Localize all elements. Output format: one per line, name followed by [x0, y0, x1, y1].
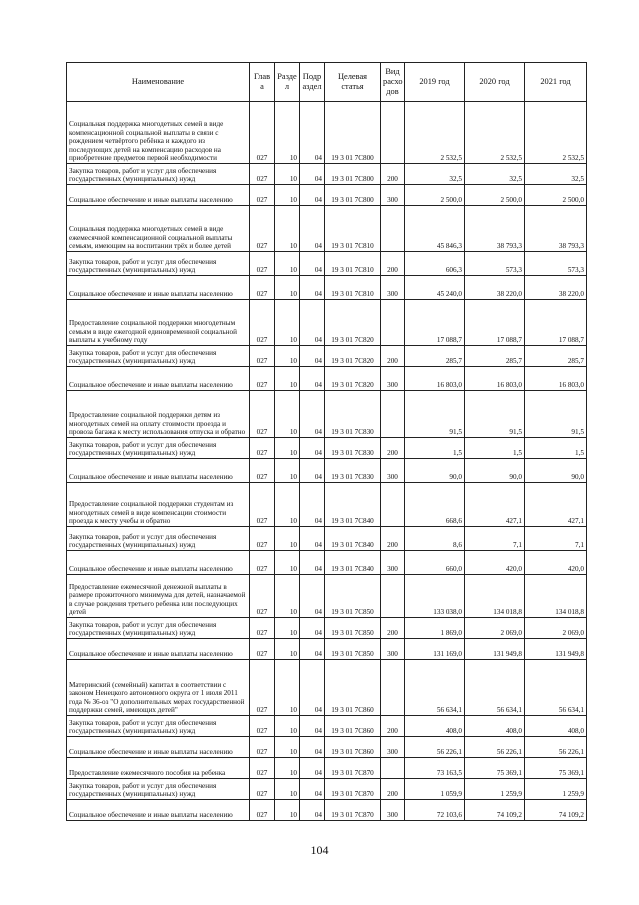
- budget-table: [66, 62, 587, 821]
- row-expense-type: 300: [381, 459, 405, 483]
- row-value-2020: 2 532,5: [465, 102, 525, 164]
- table-row: [67, 206, 587, 252]
- table-row: [67, 483, 587, 527]
- row-target-article: 19 3 01 7С840: [325, 551, 381, 575]
- row-value-2021: 2 532,5: [525, 102, 587, 164]
- row-razdel: 10: [275, 483, 300, 527]
- row-value-2019: 32,5: [405, 164, 465, 185]
- row-expense-type: 300: [381, 639, 405, 660]
- row-value-2021: 38 220,0: [525, 276, 587, 300]
- row-value-2019: 17 088,7: [405, 300, 465, 346]
- row-glav: 027: [250, 164, 275, 185]
- table-body: [67, 102, 587, 821]
- row-glav: 027: [250, 551, 275, 575]
- row-razdel: 10: [275, 438, 300, 459]
- row-value-2019: 2 500,0: [405, 185, 465, 206]
- row-value-2020: 2 500,0: [465, 185, 525, 206]
- row-value-2021: 420,0: [525, 551, 587, 575]
- row-value-2020: 56 226,1: [465, 737, 525, 758]
- row-value-2020: 32,5: [465, 164, 525, 185]
- row-razdel: 10: [275, 618, 300, 639]
- row-glav: 027: [250, 758, 275, 779]
- row-target-article: 19 3 01 7С830: [325, 391, 381, 438]
- row-podr: 04: [300, 575, 325, 618]
- table-row: [67, 779, 587, 800]
- row-expense-type: [381, 483, 405, 527]
- table-header-row: [67, 63, 587, 102]
- row-name: Закупка товаров, работ и услуг для обеспечения государственных (муниципальных) нужд: [67, 252, 250, 276]
- row-value-2020: 1 259,9: [465, 779, 525, 800]
- row-podr: 04: [300, 206, 325, 252]
- row-razdel: 10: [275, 459, 300, 483]
- row-razdel: 10: [275, 300, 300, 346]
- table-row: [67, 575, 587, 618]
- row-podr: 04: [300, 164, 325, 185]
- row-podr: 04: [300, 527, 325, 551]
- row-name: Социальная поддержка многодетных семей в виде ежемесячной компенсационной социальной выплаты семьям, имеющим на воспитании трёх и более детей: [67, 206, 250, 252]
- row-value-2021: 1,5: [525, 438, 587, 459]
- row-glav: 027: [250, 575, 275, 618]
- row-value-2020: 408,0: [465, 716, 525, 737]
- row-expense-type: 300: [381, 367, 405, 391]
- table-row: [67, 737, 587, 758]
- row-value-2021: 134 018,8: [525, 575, 587, 618]
- row-podr: 04: [300, 618, 325, 639]
- row-target-article: 19 3 01 7С870: [325, 800, 381, 821]
- row-razdel: 10: [275, 800, 300, 821]
- table-row: [67, 660, 587, 716]
- row-name: Социальное обеспечение и иные выплаты населению: [67, 737, 250, 758]
- row-expense-type: 300: [381, 276, 405, 300]
- row-value-2021: 74 109,2: [525, 800, 587, 821]
- row-glav: 027: [250, 367, 275, 391]
- row-razdel: 10: [275, 276, 300, 300]
- row-target-article: 19 3 01 7С820: [325, 367, 381, 391]
- row-podr: 04: [300, 800, 325, 821]
- row-expense-type: [381, 391, 405, 438]
- row-value-2021: 56 226,1: [525, 737, 587, 758]
- row-value-2019: 660,0: [405, 551, 465, 575]
- row-value-2019: 45 846,3: [405, 206, 465, 252]
- row-value-2020: 2 069,0: [465, 618, 525, 639]
- row-podr: 04: [300, 639, 325, 660]
- header-cel: Целевая статья: [325, 63, 381, 102]
- row-expense-type: 200: [381, 252, 405, 276]
- row-podr: 04: [300, 252, 325, 276]
- row-razdel: 10: [275, 164, 300, 185]
- row-glav: 027: [250, 639, 275, 660]
- row-podr: 04: [300, 438, 325, 459]
- row-value-2019: 1 869,0: [405, 618, 465, 639]
- row-value-2021: 90,0: [525, 459, 587, 483]
- row-glav: 027: [250, 618, 275, 639]
- table-row: [67, 716, 587, 737]
- header-vid: Вид расхо дов: [381, 63, 405, 102]
- table-row: [67, 758, 587, 779]
- row-target-article: 19 3 01 7С860: [325, 737, 381, 758]
- table-row: [67, 459, 587, 483]
- row-value-2021: 16 803,0: [525, 367, 587, 391]
- row-value-2021: 7,1: [525, 527, 587, 551]
- header-2020: 2020 год: [465, 63, 525, 102]
- row-name: Закупка товаров, работ и услуг для обеспечения государственных (муниципальных) нужд: [67, 438, 250, 459]
- row-name: Предоставление социальной поддержки многодетным семьям в виде ежегодной единовременной социальной выплаты к учебному году: [67, 300, 250, 346]
- row-glav: 027: [250, 346, 275, 367]
- row-value-2020: 91,5: [465, 391, 525, 438]
- row-name: Закупка товаров, работ и услуг для обеспечения государственных (муниципальных) нужд: [67, 527, 250, 551]
- row-value-2019: 668,6: [405, 483, 465, 527]
- row-name: Предоставление социальной поддержки студентам из многодетных семей в виде компенсации стоимости проезда к месту учебы и обратно: [67, 483, 250, 527]
- header-name: Наименование: [67, 63, 250, 102]
- row-target-article: 19 3 01 7С840: [325, 483, 381, 527]
- row-target-article: 19 3 01 7С820: [325, 346, 381, 367]
- row-target-article: 19 3 01 7С860: [325, 660, 381, 716]
- row-name: Социальная поддержка многодетных семей в виде компенсационной социальной выплаты в связи с рождением четвёртого ребёнка и каждого из последующих детей на компенсацию расходов на приобретение предметов первой необходимости: [67, 102, 250, 164]
- row-podr: 04: [300, 276, 325, 300]
- row-target-article: 19 3 01 7С860: [325, 716, 381, 737]
- row-value-2019: 285,7: [405, 346, 465, 367]
- row-razdel: 10: [275, 737, 300, 758]
- table-row: [67, 618, 587, 639]
- row-razdel: 10: [275, 527, 300, 551]
- row-value-2021: 2 500,0: [525, 185, 587, 206]
- row-glav: 027: [250, 276, 275, 300]
- table-row: [67, 252, 587, 276]
- row-expense-type: 200: [381, 438, 405, 459]
- row-target-article: 19 3 01 7С870: [325, 779, 381, 800]
- row-name: Закупка товаров, работ и услуг для обеспечения государственных (муниципальных) нужд: [67, 346, 250, 367]
- row-expense-type: [381, 758, 405, 779]
- row-value-2019: 133 038,0: [405, 575, 465, 618]
- row-value-2021: 2 069,0: [525, 618, 587, 639]
- row-target-article: 19 3 01 7С800: [325, 102, 381, 164]
- row-value-2021: 573,3: [525, 252, 587, 276]
- row-razdel: 10: [275, 102, 300, 164]
- row-expense-type: 200: [381, 779, 405, 800]
- table-row: [67, 300, 587, 346]
- row-name: Закупка товаров, работ и услуг для обеспечения государственных (муниципальных) нужд: [67, 164, 250, 185]
- row-value-2021: 32,5: [525, 164, 587, 185]
- row-value-2019: 606,3: [405, 252, 465, 276]
- row-razdel: 10: [275, 758, 300, 779]
- row-value-2020: 74 109,2: [465, 800, 525, 821]
- row-value-2019: 91,5: [405, 391, 465, 438]
- row-target-article: 19 3 01 7С850: [325, 618, 381, 639]
- row-value-2021: 17 088,7: [525, 300, 587, 346]
- row-value-2019: 45 240,0: [405, 276, 465, 300]
- row-glav: 027: [250, 483, 275, 527]
- row-razdel: 10: [275, 391, 300, 438]
- header-razdel: Разде л: [275, 63, 300, 102]
- row-podr: 04: [300, 459, 325, 483]
- row-glav: 027: [250, 800, 275, 821]
- row-name: Социальное обеспечение и иные выплаты населению: [67, 459, 250, 483]
- row-razdel: 10: [275, 206, 300, 252]
- row-razdel: 10: [275, 346, 300, 367]
- row-razdel: 10: [275, 185, 300, 206]
- row-name: Материнский (семейный) капитал в соответствии с законом Ненецкого автономного округа от 1 июля 2011 года № 36-оз "О дополнительных мерах государственной поддержки семей, имеющих детей": [67, 660, 250, 716]
- row-glav: 027: [250, 660, 275, 716]
- table-row: [67, 276, 587, 300]
- row-target-article: 19 3 01 7С800: [325, 185, 381, 206]
- row-podr: 04: [300, 551, 325, 575]
- row-target-article: 19 3 01 7С870: [325, 758, 381, 779]
- row-razdel: 10: [275, 252, 300, 276]
- row-expense-type: 200: [381, 164, 405, 185]
- row-expense-type: 200: [381, 618, 405, 639]
- row-expense-type: 300: [381, 737, 405, 758]
- row-value-2019: 73 163,5: [405, 758, 465, 779]
- row-expense-type: 200: [381, 716, 405, 737]
- row-target-article: 19 3 01 7С810: [325, 206, 381, 252]
- table-row: [67, 527, 587, 551]
- table-row: [67, 438, 587, 459]
- row-value-2021: 1 259,9: [525, 779, 587, 800]
- row-glav: 027: [250, 716, 275, 737]
- row-value-2019: 56 634,1: [405, 660, 465, 716]
- row-value-2019: 131 169,0: [405, 639, 465, 660]
- table-row: [67, 639, 587, 660]
- row-expense-type: 300: [381, 551, 405, 575]
- row-podr: 04: [300, 737, 325, 758]
- row-target-article: 19 3 01 7С810: [325, 276, 381, 300]
- row-glav: 027: [250, 459, 275, 483]
- row-podr: 04: [300, 367, 325, 391]
- row-podr: 04: [300, 660, 325, 716]
- row-value-2019: 2 532,5: [405, 102, 465, 164]
- row-value-2019: 1,5: [405, 438, 465, 459]
- row-value-2019: 408,0: [405, 716, 465, 737]
- page-number: 104: [310, 843, 329, 857]
- row-value-2020: 1,5: [465, 438, 525, 459]
- row-value-2021: 131 949,8: [525, 639, 587, 660]
- row-razdel: 10: [275, 779, 300, 800]
- row-value-2021: 56 634,1: [525, 660, 587, 716]
- row-expense-type: 200: [381, 346, 405, 367]
- row-value-2021: 91,5: [525, 391, 587, 438]
- row-expense-type: 300: [381, 185, 405, 206]
- row-target-article: 19 3 01 7С800: [325, 164, 381, 185]
- row-expense-type: [381, 575, 405, 618]
- table-row: [67, 551, 587, 575]
- row-name: Социальное обеспечение и иные выплаты населению: [67, 551, 250, 575]
- row-target-article: 19 3 01 7С830: [325, 459, 381, 483]
- row-glav: 027: [250, 102, 275, 164]
- table-row: [67, 185, 587, 206]
- row-name: Социальное обеспечение и иные выплаты населению: [67, 800, 250, 821]
- row-value-2020: 16 803,0: [465, 367, 525, 391]
- row-value-2020: 17 088,7: [465, 300, 525, 346]
- row-value-2021: 75 369,1: [525, 758, 587, 779]
- row-value-2020: 420,0: [465, 551, 525, 575]
- row-value-2019: 90,0: [405, 459, 465, 483]
- row-value-2019: 8,6: [405, 527, 465, 551]
- table-row: [67, 391, 587, 438]
- row-razdel: 10: [275, 575, 300, 618]
- row-target-article: 19 3 01 7С820: [325, 300, 381, 346]
- header-podr: Подр аздел: [300, 63, 325, 102]
- row-razdel: 10: [275, 716, 300, 737]
- row-value-2020: 75 369,1: [465, 758, 525, 779]
- row-podr: 04: [300, 102, 325, 164]
- row-value-2021: 408,0: [525, 716, 587, 737]
- row-value-2020: 427,1: [465, 483, 525, 527]
- row-glav: 027: [250, 527, 275, 551]
- row-podr: 04: [300, 391, 325, 438]
- row-value-2020: 38 220,0: [465, 276, 525, 300]
- row-podr: 04: [300, 300, 325, 346]
- header-2021: 2021 год: [525, 63, 587, 102]
- row-expense-type: [381, 206, 405, 252]
- table-row: [67, 800, 587, 821]
- row-target-article: 19 3 01 7С810: [325, 252, 381, 276]
- row-value-2020: 7,1: [465, 527, 525, 551]
- row-expense-type: 300: [381, 800, 405, 821]
- row-name: Закупка товаров, работ и услуг для обеспечения государственных (муниципальных) нужд: [67, 779, 250, 800]
- row-glav: 027: [250, 391, 275, 438]
- row-glav: 027: [250, 438, 275, 459]
- row-glav: 027: [250, 185, 275, 206]
- row-value-2019: 56 226,1: [405, 737, 465, 758]
- row-value-2019: 16 803,0: [405, 367, 465, 391]
- row-value-2020: 56 634,1: [465, 660, 525, 716]
- row-name: Социальное обеспечение и иные выплаты населению: [67, 276, 250, 300]
- row-glav: 027: [250, 252, 275, 276]
- row-expense-type: [381, 102, 405, 164]
- row-target-article: 19 3 01 7С830: [325, 438, 381, 459]
- row-razdel: 10: [275, 367, 300, 391]
- row-razdel: 10: [275, 660, 300, 716]
- row-podr: 04: [300, 346, 325, 367]
- row-name: Предоставление социальной поддержки детям из многодетных семей на оплату стоимости проезда и провоза багажа к месту использования отпуска и обратно: [67, 391, 250, 438]
- row-razdel: 10: [275, 639, 300, 660]
- row-name: Закупка товаров, работ и услуг для обеспечения государственных (муниципальных) нужд: [67, 618, 250, 639]
- row-glav: 027: [250, 206, 275, 252]
- row-value-2021: 285,7: [525, 346, 587, 367]
- row-name: Социальное обеспечение и иные выплаты населению: [67, 639, 250, 660]
- row-name: Социальное обеспечение и иные выплаты населению: [67, 367, 250, 391]
- row-razdel: 10: [275, 551, 300, 575]
- row-value-2021: 427,1: [525, 483, 587, 527]
- row-name: Закупка товаров, работ и услуг для обеспечения государственных (муниципальных) нужд: [67, 716, 250, 737]
- header-2019: 2019 год: [405, 63, 465, 102]
- row-expense-type: [381, 300, 405, 346]
- row-value-2019: 1 059,9: [405, 779, 465, 800]
- row-name: Предоставление ежемесячного пособия на ребенка: [67, 758, 250, 779]
- row-name: Социальное обеспечение и иные выплаты населению: [67, 185, 250, 206]
- table-row: [67, 346, 587, 367]
- row-glav: 027: [250, 300, 275, 346]
- table-row: [67, 367, 587, 391]
- row-value-2020: 38 793,3: [465, 206, 525, 252]
- row-glav: 027: [250, 737, 275, 758]
- row-value-2021: 38 793,3: [525, 206, 587, 252]
- row-podr: 04: [300, 779, 325, 800]
- row-expense-type: [381, 660, 405, 716]
- row-value-2020: 573,3: [465, 252, 525, 276]
- row-target-article: 19 3 01 7С850: [325, 639, 381, 660]
- header-glav: Глав а: [250, 63, 275, 102]
- row-name: Предоставление ежемесячной денежной выплаты в размере прожиточного минимума для детей, назначаемой в случае рождения третьего ребенка или последующих детей: [67, 575, 250, 618]
- row-podr: 04: [300, 185, 325, 206]
- row-target-article: 19 3 01 7С840: [325, 527, 381, 551]
- row-podr: 04: [300, 716, 325, 737]
- table-row: [67, 164, 587, 185]
- row-glav: 027: [250, 779, 275, 800]
- row-value-2020: 134 018,8: [465, 575, 525, 618]
- row-expense-type: 200: [381, 527, 405, 551]
- row-value-2020: 131 949,8: [465, 639, 525, 660]
- row-value-2020: 90,0: [465, 459, 525, 483]
- row-value-2019: 72 103,6: [405, 800, 465, 821]
- row-value-2020: 285,7: [465, 346, 525, 367]
- table-row: [67, 102, 587, 164]
- row-podr: 04: [300, 758, 325, 779]
- row-target-article: 19 3 01 7С850: [325, 575, 381, 618]
- row-podr: 04: [300, 483, 325, 527]
